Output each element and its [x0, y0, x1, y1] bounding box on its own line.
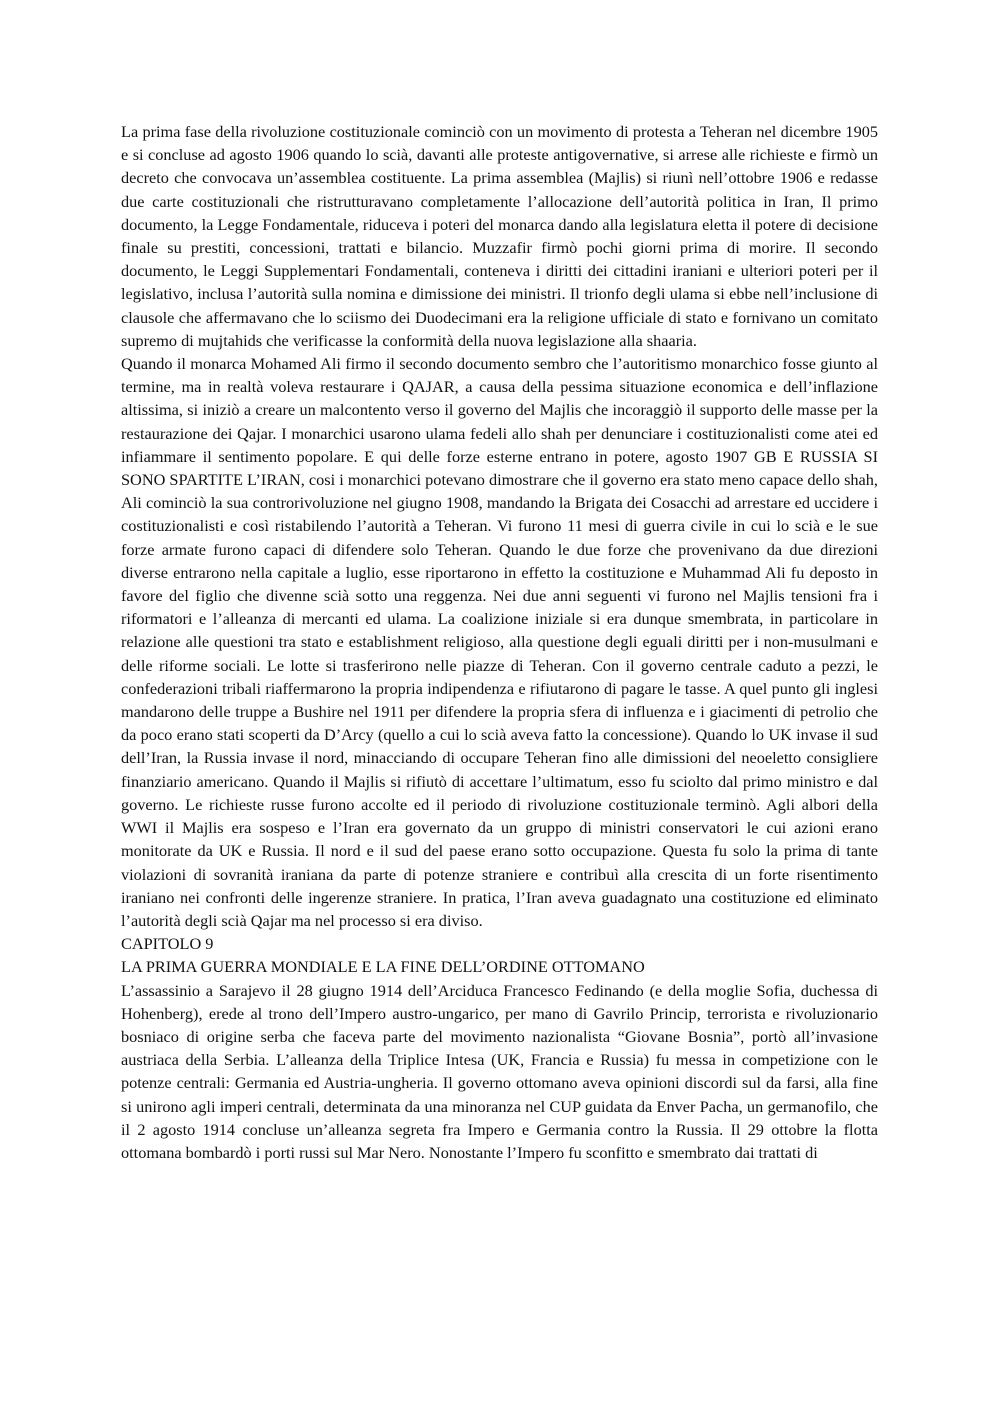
paragraph-counter-revolution: Quando il monarca Mohamed Ali firmo il secondo documento sembro che l’autoritismo monarchico fosse giunto al termine, ma in realtà voleva restaurare i QAJAR, a causa della pessima situazione economica e dell’inflazione altissima, si iniziò a creare un malcontento verso il governo del Majlis che incoraggiò il supporto delle masse per la restaurazione dei Qajar. I monarchici usarono ulama fedeli allo shah per denunciare i costituzionalisti come atei ed infiammare il sentimento popolare. E qui delle forze esterne entrano in potere, agosto 1907 GB E RUSSIA SI SONO SPARTITE L’IRAN, cosi i monarchici potevano dimostrare che il governo era stato meno capace dello shah, Ali cominciò la sua controrivoluzione nel giugno 1908, mandando la Brigata dei Cosacchi ad arrestare ed uccidere i costituzionalisti e così ristabilendo l’autorità a Teheran. Vi furono 11 mesi di guerra civile in cui lo scià e le sue forze armate furono capaci di difendere solo Teheran. Quando le due forze che provenivano da due direzioni diverse entrarono nella capitale a luglio, esse riportarono in effetto la costituzione e Muhammad Ali fu deposto in favore del figlio che divenne scià sotto una reggenza. Nei due anni seguenti vi furono nel Majlis tensioni fra i riformatori e l’alleanza di mercanti ed ulama. La coalizione iniziale si era dunque smembrata, in particolare in relazione alle questioni tra stato e establishment religioso, alla questione degli eguali diritti per i non-musulmani e delle riforme sociali. Le lotte si trasferirono nelle piazze di Teheran. Con il governo centrale caduto a pezzi, le confederazioni tribali riaffermarono la propria indipendenza e rifiutarono di pagare le tasse. A quel punto gli inglesi mandarono delle truppe a Bushire nel 1911 per difendere la propria sfera di influenza e i giacimenti di petrolio che da poco erano stati scoperti da D’Arcy (quello a cui lo scià aveva fatto la concessione). Quando lo UK invase il sud dell’Iran, la Russia invase il nord, minacciando di occupare Teheran fino alle dimissioni del neoeletto consigliere finanziario americano. Quando il Majlis si rifiutò di accettare l’ultimatum, esso fu sciolto dal primo ministro e dal governo. Le richieste russe furono accolte ed il periodo di rivoluzione costituzionale terminò. Agli albori della WWI il Majlis era sospeso e l’Iran era governato da un gruppo di ministri conservatori le cui azioni erano monitorate da UK e Russia. Il nord e il sud del paese erano sotto occupazione. Questa fu solo la prima di tante violazioni di sovranità iraniana da parte di potenze straniere e contribuì alla crescita di un forte risentimento iraniano nei confronti delle ingerenze straniere. In pratica, l’Iran aveva guadagnato una costituzione ed eliminato l’autorità degli scià Qajar ma nel processo si era diviso. — [121, 354, 878, 930]
chapter-title: LA PRIMA GUERRA MONDIALE E LA FINE DELL’ORDINE OTTOMANO — [121, 957, 645, 977]
paragraph-world-war-one: L’assassinio a Sarajevo il 28 giugno 1914 dell’Arciduca Francesco Fedinando (e della moglie Sofia, duchessa di Hohenberg), erede al trono dell’Impero austro-ungarico, per mano di Gavrilo Princip, terrorista e rivoluzionario bosniaco di origine serba che faceva parte del movimento nazionalista “Giovane Bosnia”, portò all’invasione austriaca della Serbia. L’alleanza della Triplice Intesa (UK, Francia e Russia) fu messa in competizione con le potenze centrali: Germania ed Austria-ungheria. Il governo ottomano aveva opinioni discordi sul da farsi, alla fine si unirono agli imperi centrali, determinata da una minoranza nel CUP guidata da Enver Pacha, un germanofilo, che il 2 agosto 1914 concluse un’alleanza segreta fra Impero e Germania contro la Russia. Il 29 ottobre la flotta ottomana bombardò i porti russi sul Mar Nero. Nonostante l’Impero fu sconfitto e smembrato dai trattati di — [121, 980, 878, 1162]
paragraph-constitutional-revolution: La prima fase della rivoluzione costituzionale cominciò con un movimento di protesta a Teheran nel dicembre 1905 e si concluse ad agosto 1906 quando lo scià, davanti alle proteste antigovernative, si arrese alle richieste e firmò un decreto che convocava un’assemblea costituente. La prima assemblea (Majlis) si riunì nell’ottobre 1906 e redasse due carte costituzionali che ristrutturavano completamente l’allocazione dell’autorità politica in Iran, Il primo documento, la Legge Fondamentale, riduceva i poteri del monarca dando alla legislatura eletta il potere di decisione finale su prestiti, concessioni, trattati e bilancio. Muzzafir firmò pochi giorni prima di morire. Il secondo documento, le Leggi Supplementari Fondamentali, conteneva i diritti dei cittadini iraniani e ulteriori poteri per il legislativo, inclusa l’autorità sulla nomina e dimissione dei ministri. Il trionfo degli ulama si ebbe nell’inclusione di clausole che affermavano che lo sciismo dei Duodecimani era la religione ufficiale di stato e fornivano un comitato supremo di mujtahids che verificasse la conformità della nuova legislazione alla shaaria. — [121, 122, 878, 350]
document-body — [121, 120, 878, 1164]
chapter-label: CAPITOLO 9 — [121, 934, 214, 954]
